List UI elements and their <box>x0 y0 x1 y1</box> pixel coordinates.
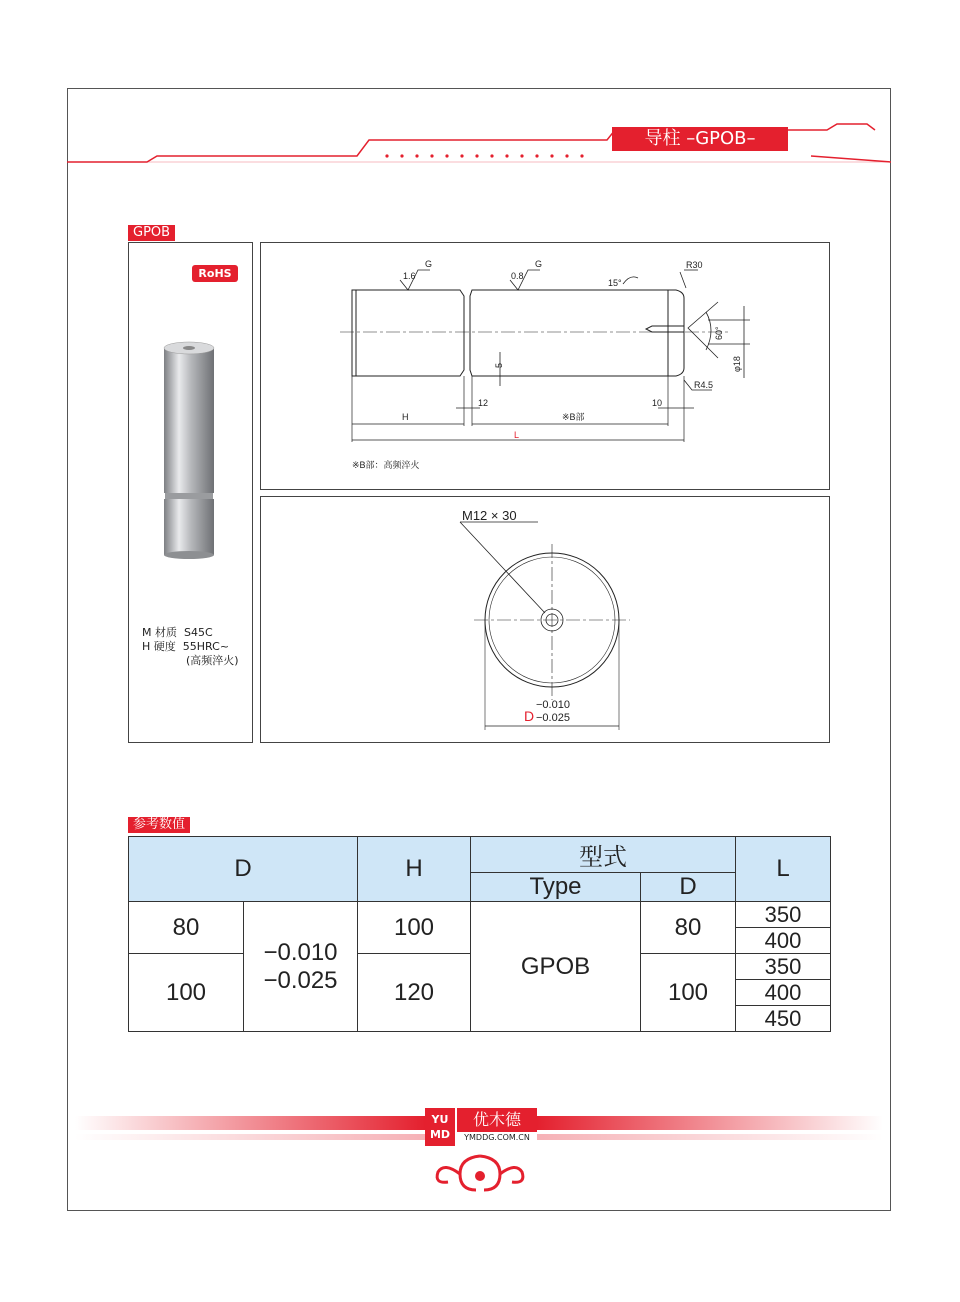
logo-mark: YU MD <box>425 1108 455 1146</box>
row2-l2: 400 <box>736 980 831 1006</box>
reference-table <box>128 836 831 1032</box>
row1-d: 80 <box>129 902 244 954</box>
rohs-badge: RoHS <box>192 265 238 282</box>
end-tol-upper: −0.010 <box>536 699 570 711</box>
header-type: Type <box>471 873 641 902</box>
header-model: 型式 <box>471 837 736 873</box>
material-spec: M 材质 S45C <box>142 626 213 639</box>
r45-label: R4.5 <box>694 380 714 390</box>
end-view-drawing <box>260 496 830 743</box>
dim-b-label: ※B部 <box>562 412 585 422</box>
row2-d: 100 <box>129 954 244 1032</box>
dim-h-label: H <box>402 412 409 422</box>
row2-l3: 450 <box>736 1006 831 1032</box>
r30-label: R30 <box>686 260 703 270</box>
product-tag: GPOB <box>128 225 175 241</box>
chamfer-angle-label: 15° <box>608 278 622 288</box>
type-value: GPOB <box>471 902 641 1032</box>
header-l: L <box>736 837 831 902</box>
scroll-ornament <box>430 1150 530 1194</box>
groove-depth-label: 5 <box>494 362 504 368</box>
row2-type-d: 100 <box>641 954 736 1032</box>
hardening-note: ※B部：高频淬火 <box>352 460 420 470</box>
row2-l1: 350 <box>736 954 831 980</box>
header-d: D <box>129 837 358 902</box>
roughness-right-label: 0.8 <box>511 271 524 281</box>
roughness-left-g: G <box>425 259 433 269</box>
roughness-right-g: G <box>535 259 543 269</box>
row1-l2: 400 <box>736 928 831 954</box>
hole-diameter-label: φ18 <box>732 356 742 372</box>
row2-h: 120 <box>358 954 471 1032</box>
roughness-left-label: 1.6 <box>403 271 416 281</box>
dim-10-label: 10 <box>652 398 663 408</box>
guide-pillar-photo <box>160 340 220 562</box>
end-d-label: D <box>524 708 535 724</box>
page-title: 导柱 –GPOB– <box>612 127 788 151</box>
row1-h: 100 <box>358 902 471 954</box>
end-tol-lower: −0.025 <box>536 712 570 724</box>
side-view-drawing <box>260 242 830 490</box>
header-type-d: D <box>641 873 736 902</box>
thread-label: M12 × 30 <box>462 508 517 523</box>
table-tag: 参考数值 <box>128 817 190 833</box>
dim-l-label: L <box>514 430 520 440</box>
hardness-note: (高频淬火) <box>186 654 239 667</box>
brand-logo <box>425 1108 537 1146</box>
cone-angle-label: 60° <box>714 326 724 340</box>
row1-type-d: 80 <box>641 902 736 954</box>
d-tolerance: −0.010 −0.025 <box>244 902 358 1032</box>
row1-l1: 350 <box>736 902 831 928</box>
header-h: H <box>358 837 471 902</box>
dim-12-label: 12 <box>478 398 489 408</box>
brand-url: YMDDG.COM.CN <box>464 1133 530 1142</box>
brand-name: 优木德 <box>457 1108 537 1132</box>
hardness-spec: H 硬度 55HRC~ <box>142 640 230 653</box>
